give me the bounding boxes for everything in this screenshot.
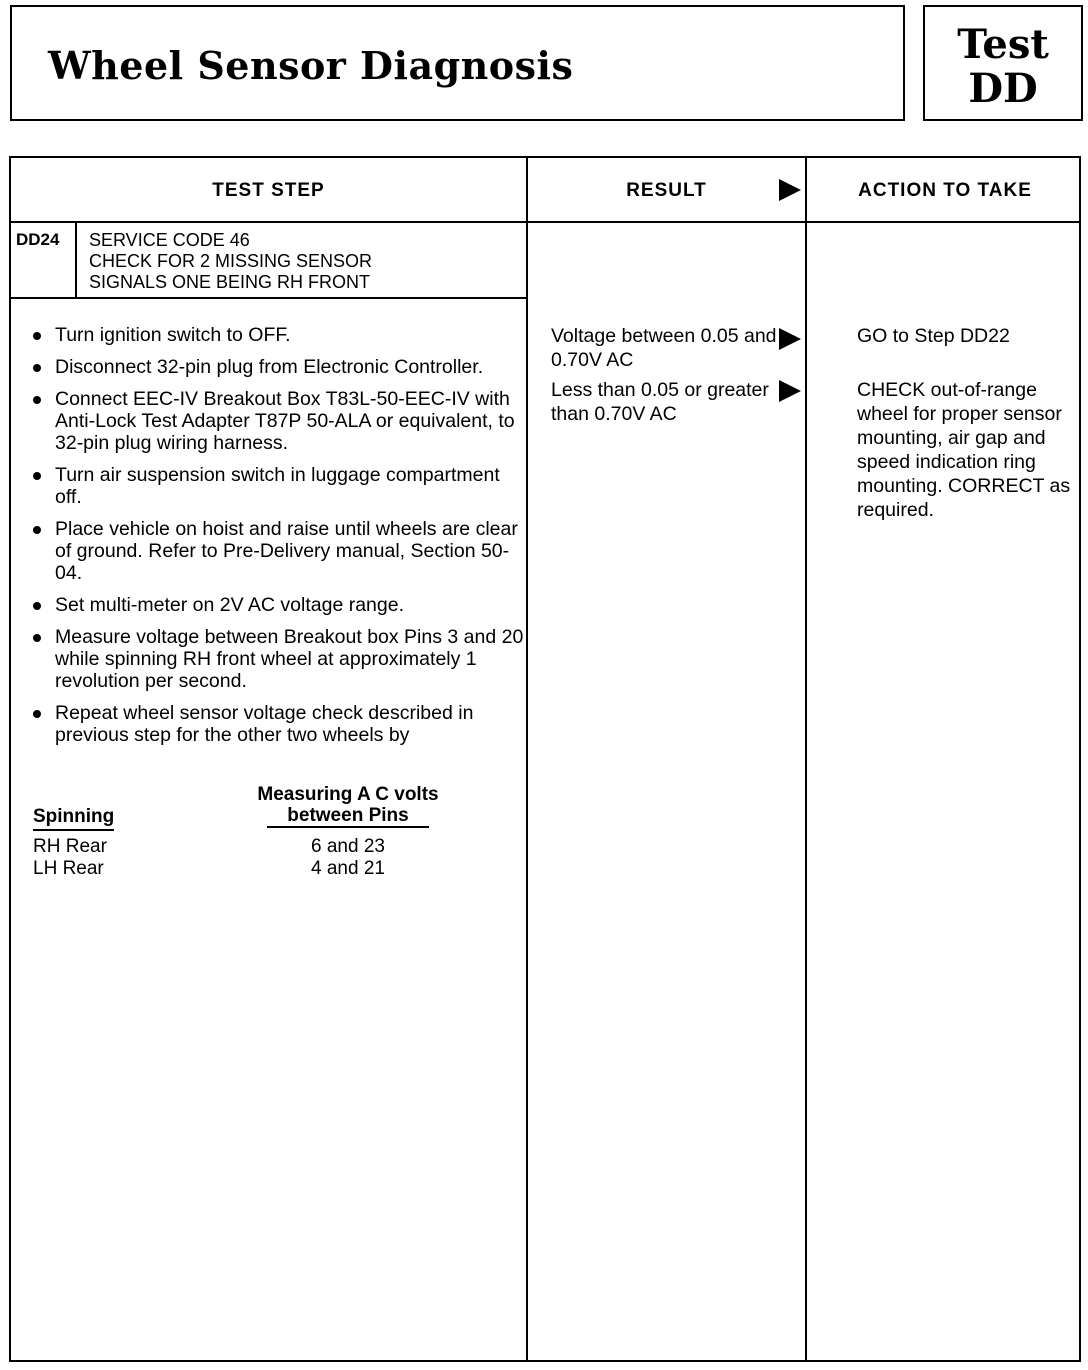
step-title-line: SIGNALS ONE BEING RH FRONT	[89, 272, 371, 292]
test-id-box	[923, 5, 1083, 121]
title-box	[10, 5, 905, 121]
instruction-list	[31, 324, 531, 756]
measure-wheel: RH Rear	[33, 836, 107, 857]
instruction-item: Connect EEC-IV Breakout Box T83L-50-EEC-IV with Anti-Lock Test Adapter T87P 50-ALA or equivalent, to 32-pin plug wiring harness.	[31, 388, 531, 454]
step-id-divider	[75, 221, 77, 299]
action-text: CHECK out-of-range wheel for proper sensor mounting, air gap and speed indication ring mounting. CORRECT as required.	[857, 379, 1071, 521]
measure-col-header	[243, 784, 453, 828]
action-text: GO to Step DD22	[857, 325, 1010, 347]
instruction-item: Repeat wheel sensor voltage check described in previous step for the other two wheels by	[31, 702, 531, 746]
measure-col-header-line1: Measuring A C volts	[257, 784, 439, 805]
step-id: DD24	[16, 230, 60, 249]
result-text: Less than 0.05 or greater than 0.70V AC	[551, 379, 769, 425]
diagnosis-table	[9, 156, 1081, 1362]
instruction-item: Set multi-meter on 2V AC voltage range.	[31, 594, 531, 616]
test-id: DD	[968, 65, 1038, 112]
result-text: Voltage between 0.05 and 0.70V AC	[551, 325, 777, 371]
instruction-item: Place vehicle on hoist and raise until wheels are clear of ground. Refer to Pre-Delivery manual, Section 50-04.	[31, 518, 531, 584]
instruction-item: Turn ignition switch to OFF.	[31, 324, 531, 346]
measure-wheel: LH Rear	[33, 858, 104, 879]
header-result: RESULT	[626, 180, 707, 201]
step-title-line: SERVICE CODE 46	[89, 230, 250, 250]
header-action: ACTION TO TAKE	[858, 180, 1032, 201]
page-title: Wheel Sensor Diagnosis	[48, 43, 574, 88]
arrow-right-icon	[779, 380, 801, 402]
measure-pins: 4 and 21	[311, 858, 385, 879]
header-test-step: TEST STEP	[212, 180, 325, 201]
test-label: Test	[957, 21, 1049, 68]
step-title	[89, 230, 372, 293]
step-divider	[11, 297, 526, 299]
instruction-item: Disconnect 32-pin plug from Electronic Controller.	[31, 356, 531, 378]
arrow-right-icon	[779, 179, 801, 201]
instruction-item: Turn air suspension switch in luggage compartment off.	[31, 464, 531, 508]
instruction-item: Measure voltage between Breakout box Pins 3 and 20 while spinning RH front wheel at approximately 1 revolution per second.	[31, 626, 531, 692]
step-title-line: CHECK FOR 2 MISSING SENSOR	[89, 251, 373, 271]
measure-pins: 6 and 23	[311, 836, 385, 857]
spinning-col-header: Spinning	[33, 806, 114, 831]
column-divider	[805, 158, 807, 1360]
measure-col-header-line2: between Pins	[267, 805, 429, 828]
header-divider	[11, 221, 1079, 223]
arrow-right-icon	[779, 328, 801, 350]
